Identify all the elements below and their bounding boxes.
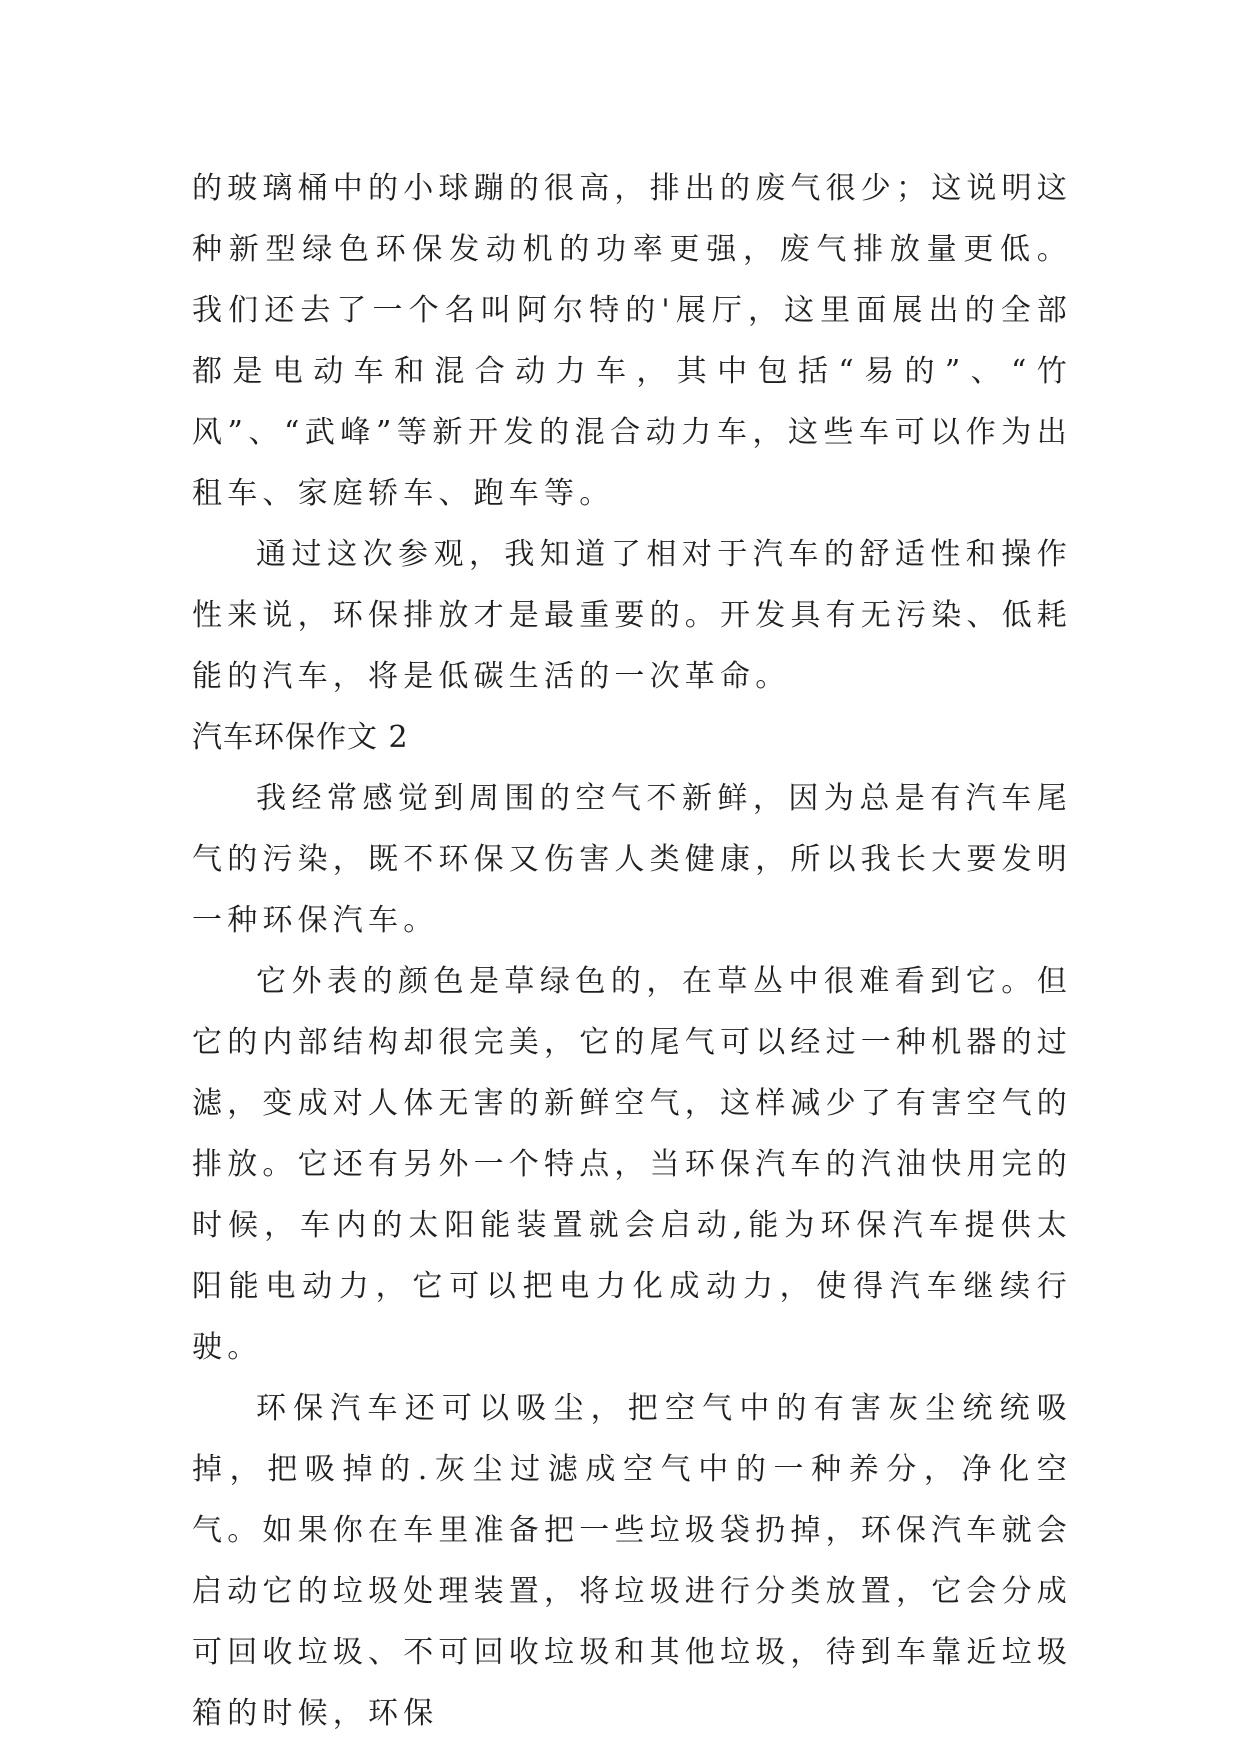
paragraph-cleaning: 环保汽车还可以吸尘，把空气中的有害灰尘统统吸掉，把吸掉的.灰尘过滤成空气中的一种养分，净化空气。如果你在车里准备把一些垃圾袋扔掉，环保汽车就会启动它的垃圾处理装置，将垃圾进行分类放置，它会分成可回收垃圾、不可回收垃圾和其他垃圾，待到车靠近垃圾箱的时候，环保 [192, 1391, 1072, 1731]
document-page [192, 158, 1072, 1744]
paragraph-exhibition: 的玻璃桶中的小球蹦的很高，排出的废气很少；这说明这种新型绿色环保发动机的功率更强，废气排放量更低。 我们还去了一个名叫阿尔特的'展厅，这里面展出的全部都是电动车和混合动力车，其中包括“易的”、“竹风”、“武峰”等新开发的混合动力车，这些车可以作为出租车、家庭轿车、跑车等。 [192, 171, 1072, 511]
paragraph-conclusion: 通过这次参观，我知道了相对于汽车的舒适性和操作性来说，环保排放才是最重要的。开发具有无污染、低耗能的汽车，将是低碳生活的一次革命。 [192, 537, 1072, 694]
paragraph-intro: 我经常感觉到周围的空气不新鲜，因为总是有汽车尾气的污染，既不环保又伤害人类健康，所以我长大要发明一种环保汽车。 [192, 781, 1072, 938]
essay-heading: 汽车环保作文 2 [192, 720, 409, 755]
paragraph-features: 它外表的颜色是草绿色的，在草丛中很难看到它。但它的内部结构却很完美，它的尾气可以经过一种机器的过滤，变成对人体无害的新鲜空气，这样减少了有害空气的排放。它还有另外一个特点，当环保汽车的汽油快用完的时候，车内的太阳能装置就会启动,能为环保汽车提供太阳能电动力，它可以把电力化成动力，使得汽车继续行驶。 [192, 964, 1072, 1365]
